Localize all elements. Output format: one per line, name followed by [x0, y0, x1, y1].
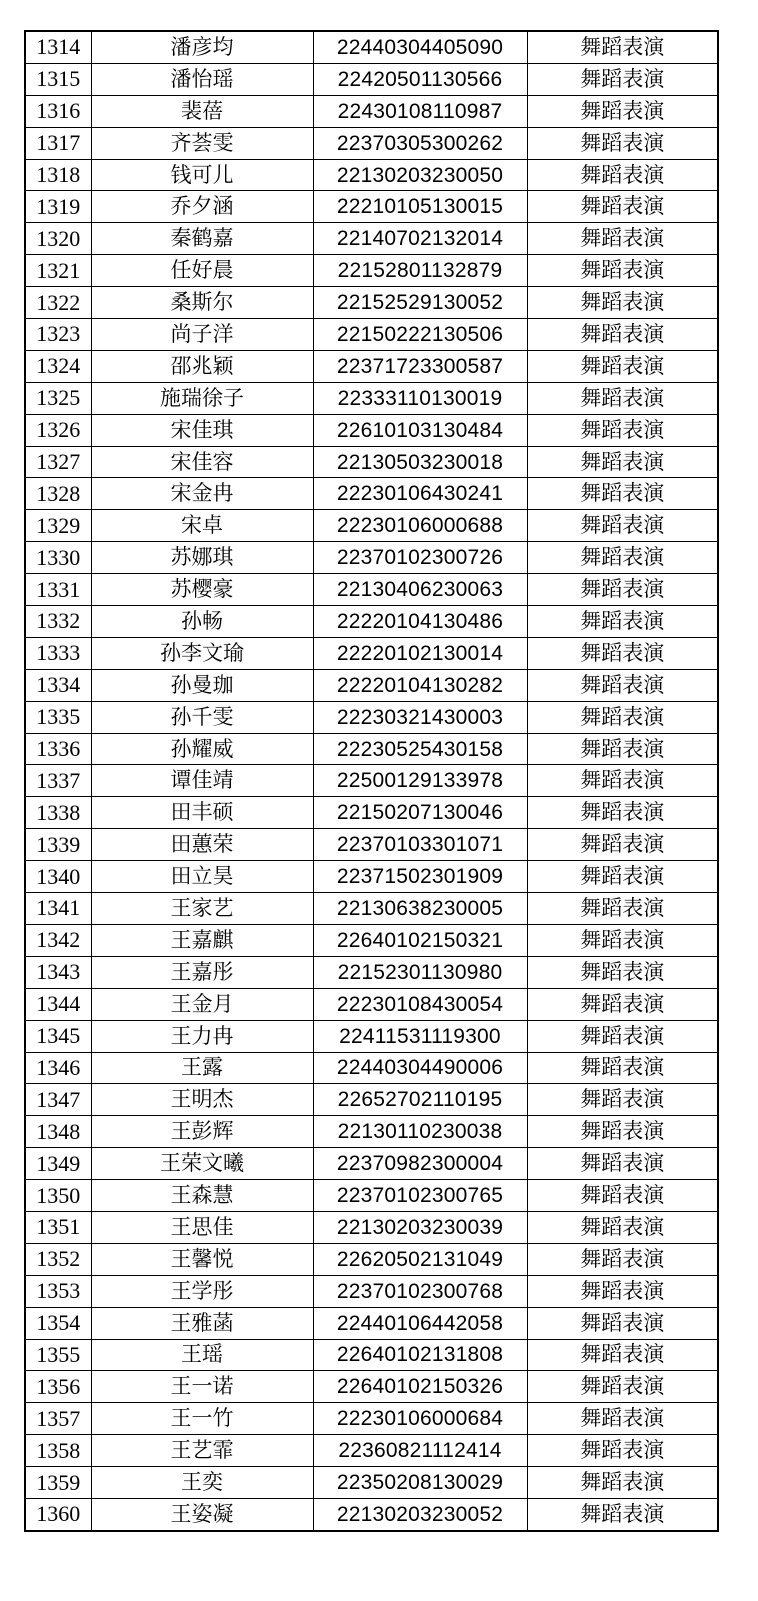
- major-cell: 舞蹈表演: [527, 191, 718, 223]
- exam-id-cell: 22333110130019: [313, 382, 527, 414]
- student-name-cell: 苏娜琪: [91, 542, 313, 574]
- student-name-cell: 孙曼珈: [91, 669, 313, 701]
- exam-id-cell: 22640102150326: [313, 1371, 527, 1403]
- table-row: [25, 350, 718, 382]
- exam-id-cell: 22150222130506: [313, 319, 527, 351]
- major-cell: 舞蹈表演: [527, 510, 718, 542]
- student-name-cell: 王森慧: [91, 1180, 313, 1212]
- student-name-cell: 王一竹: [91, 1403, 313, 1435]
- table-row: [25, 63, 718, 95]
- row-number-cell: 1314: [25, 31, 91, 63]
- student-name-cell: 裴蓓: [91, 95, 313, 127]
- exam-id-cell: 22140702132014: [313, 223, 527, 255]
- major-cell: 舞蹈表演: [527, 1052, 718, 1084]
- table-row: [25, 829, 718, 861]
- table-row: [25, 95, 718, 127]
- major-cell: 舞蹈表演: [527, 1116, 718, 1148]
- major-cell: 舞蹈表演: [527, 988, 718, 1020]
- row-number-cell: 1323: [25, 319, 91, 351]
- major-cell: 舞蹈表演: [527, 223, 718, 255]
- row-number-cell: 1315: [25, 63, 91, 95]
- table-row: [25, 988, 718, 1020]
- exam-id-cell: 22370102300726: [313, 542, 527, 574]
- table-row: [25, 701, 718, 733]
- exam-id-cell: 22230525430158: [313, 733, 527, 765]
- student-name-cell: 宋卓: [91, 510, 313, 542]
- row-number-cell: 1322: [25, 287, 91, 319]
- table-row: [25, 765, 718, 797]
- major-cell: 舞蹈表演: [527, 924, 718, 956]
- student-name-cell: 王家艺: [91, 893, 313, 925]
- student-name-cell: 孙千雯: [91, 701, 313, 733]
- row-number-cell: 1321: [25, 255, 91, 287]
- table-row: [25, 1243, 718, 1275]
- row-number-cell: 1328: [25, 478, 91, 510]
- major-cell: 舞蹈表演: [527, 414, 718, 446]
- exam-id-cell: 22130406230063: [313, 574, 527, 606]
- exam-id-cell: 22150207130046: [313, 797, 527, 829]
- major-cell: 舞蹈表演: [527, 797, 718, 829]
- major-cell: 舞蹈表演: [527, 542, 718, 574]
- student-name-cell: 王力冉: [91, 1020, 313, 1052]
- exam-id-cell: 22220104130486: [313, 606, 527, 638]
- row-number-cell: 1358: [25, 1435, 91, 1467]
- table-row: [25, 446, 718, 478]
- major-cell: 舞蹈表演: [527, 350, 718, 382]
- table-row: [25, 255, 718, 287]
- row-number-cell: 1318: [25, 159, 91, 191]
- row-number-cell: 1319: [25, 191, 91, 223]
- roster-table: [24, 30, 719, 1532]
- major-cell: 舞蹈表演: [527, 1371, 718, 1403]
- row-number-cell: 1353: [25, 1275, 91, 1307]
- row-number-cell: 1350: [25, 1180, 91, 1212]
- major-cell: 舞蹈表演: [527, 1148, 718, 1180]
- student-name-cell: 钱可儿: [91, 159, 313, 191]
- table-row: [25, 669, 718, 701]
- exam-id-cell: 22371723300587: [313, 350, 527, 382]
- exam-id-cell: 22370102300768: [313, 1275, 527, 1307]
- major-cell: 舞蹈表演: [527, 733, 718, 765]
- table-row: [25, 924, 718, 956]
- student-name-cell: 王明杰: [91, 1084, 313, 1116]
- table-row: [25, 1275, 718, 1307]
- table-row: [25, 606, 718, 638]
- table-row: [25, 127, 718, 159]
- exam-id-cell: 22220104130282: [313, 669, 527, 701]
- exam-id-cell: 22371502301909: [313, 861, 527, 893]
- row-number-cell: 1336: [25, 733, 91, 765]
- table-row: [25, 478, 718, 510]
- row-number-cell: 1345: [25, 1020, 91, 1052]
- exam-id-cell: 22350208130029: [313, 1467, 527, 1499]
- row-number-cell: 1342: [25, 924, 91, 956]
- student-name-cell: 田丰硕: [91, 797, 313, 829]
- major-cell: 舞蹈表演: [527, 1020, 718, 1052]
- exam-id-cell: 22230106000688: [313, 510, 527, 542]
- major-cell: 舞蹈表演: [527, 31, 718, 63]
- exam-id-cell: 22130110230038: [313, 1116, 527, 1148]
- major-cell: 舞蹈表演: [527, 606, 718, 638]
- student-name-cell: 谭佳靖: [91, 765, 313, 797]
- student-name-cell: 宋佳琪: [91, 414, 313, 446]
- table-row: [25, 1020, 718, 1052]
- table-row: [25, 1467, 718, 1499]
- student-name-cell: 田蕙荣: [91, 829, 313, 861]
- table-row: [25, 223, 718, 255]
- major-cell: 舞蹈表演: [527, 1435, 718, 1467]
- student-name-cell: 王艺霏: [91, 1435, 313, 1467]
- exam-id-cell: 22230108430054: [313, 988, 527, 1020]
- row-number-cell: 1317: [25, 127, 91, 159]
- student-name-cell: 孙耀威: [91, 733, 313, 765]
- table-row: [25, 861, 718, 893]
- student-name-cell: 田立昊: [91, 861, 313, 893]
- row-number-cell: 1359: [25, 1467, 91, 1499]
- row-number-cell: 1343: [25, 956, 91, 988]
- major-cell: 舞蹈表演: [527, 255, 718, 287]
- exam-id-cell: 22130638230005: [313, 893, 527, 925]
- row-number-cell: 1348: [25, 1116, 91, 1148]
- exam-id-cell: 22370103301071: [313, 829, 527, 861]
- student-name-cell: 王荣文曦: [91, 1148, 313, 1180]
- student-name-cell: 桑斯尔: [91, 287, 313, 319]
- student-name-cell: 王学彤: [91, 1275, 313, 1307]
- major-cell: 舞蹈表演: [527, 574, 718, 606]
- exam-id-cell: 22220102130014: [313, 637, 527, 669]
- exam-id-cell: 22230106000684: [313, 1403, 527, 1435]
- exam-id-cell: 22411531119300: [313, 1020, 527, 1052]
- major-cell: 舞蹈表演: [527, 287, 718, 319]
- row-number-cell: 1316: [25, 95, 91, 127]
- row-number-cell: 1334: [25, 669, 91, 701]
- exam-id-cell: 22130503230018: [313, 446, 527, 478]
- table-row: [25, 797, 718, 829]
- major-cell: 舞蹈表演: [527, 446, 718, 478]
- row-number-cell: 1356: [25, 1371, 91, 1403]
- student-name-cell: 潘彦均: [91, 31, 313, 63]
- student-name-cell: 潘怡瑶: [91, 63, 313, 95]
- student-name-cell: 王金月: [91, 988, 313, 1020]
- student-name-cell: 王奕: [91, 1467, 313, 1499]
- major-cell: 舞蹈表演: [527, 63, 718, 95]
- major-cell: 舞蹈表演: [527, 893, 718, 925]
- major-cell: 舞蹈表演: [527, 1467, 718, 1499]
- major-cell: 舞蹈表演: [527, 1498, 718, 1530]
- table-row: [25, 414, 718, 446]
- major-cell: 舞蹈表演: [527, 1180, 718, 1212]
- table-row: [25, 1084, 718, 1116]
- student-name-cell: 乔夕涵: [91, 191, 313, 223]
- row-number-cell: 1352: [25, 1243, 91, 1275]
- major-cell: 舞蹈表演: [527, 319, 718, 351]
- table-row: [25, 637, 718, 669]
- table-row: [25, 1339, 718, 1371]
- roster-body: [25, 31, 718, 1531]
- major-cell: 舞蹈表演: [527, 765, 718, 797]
- row-number-cell: 1355: [25, 1339, 91, 1371]
- major-cell: 舞蹈表演: [527, 1403, 718, 1435]
- row-number-cell: 1331: [25, 574, 91, 606]
- table-row: [25, 1052, 718, 1084]
- row-number-cell: 1344: [25, 988, 91, 1020]
- student-name-cell: 王思佳: [91, 1211, 313, 1243]
- exam-id-cell: 22430108110987: [313, 95, 527, 127]
- table-row: [25, 319, 718, 351]
- table-row: [25, 542, 718, 574]
- exam-id-cell: 22440304490006: [313, 1052, 527, 1084]
- table-row: [25, 1371, 718, 1403]
- exam-id-cell: 22360821112414: [313, 1435, 527, 1467]
- major-cell: 舞蹈表演: [527, 956, 718, 988]
- major-cell: 舞蹈表演: [527, 1084, 718, 1116]
- major-cell: 舞蹈表演: [527, 637, 718, 669]
- student-name-cell: 王嘉麒: [91, 924, 313, 956]
- row-number-cell: 1340: [25, 861, 91, 893]
- student-name-cell: 施瑞徐子: [91, 382, 313, 414]
- table-row: [25, 1435, 718, 1467]
- major-cell: 舞蹈表演: [527, 861, 718, 893]
- exam-id-cell: 22152301130980: [313, 956, 527, 988]
- student-name-cell: 王彭辉: [91, 1116, 313, 1148]
- major-cell: 舞蹈表演: [527, 382, 718, 414]
- major-cell: 舞蹈表演: [527, 478, 718, 510]
- exam-id-cell: 22152529130052: [313, 287, 527, 319]
- exam-id-cell: 22640102150321: [313, 924, 527, 956]
- major-cell: 舞蹈表演: [527, 159, 718, 191]
- student-name-cell: 孙畅: [91, 606, 313, 638]
- row-number-cell: 1347: [25, 1084, 91, 1116]
- table-row: [25, 1307, 718, 1339]
- exam-id-cell: 22370305300262: [313, 127, 527, 159]
- exam-id-cell: 22440106442058: [313, 1307, 527, 1339]
- student-name-cell: 孙李文瑜: [91, 637, 313, 669]
- row-number-cell: 1349: [25, 1148, 91, 1180]
- table-row: [25, 382, 718, 414]
- exam-id-cell: 22130203230039: [313, 1211, 527, 1243]
- exam-id-cell: 22420501130566: [313, 63, 527, 95]
- major-cell: 舞蹈表演: [527, 1339, 718, 1371]
- exam-id-cell: 22620502131049: [313, 1243, 527, 1275]
- exam-id-cell: 22230106430241: [313, 478, 527, 510]
- exam-id-cell: 22370102300765: [313, 1180, 527, 1212]
- exam-id-cell: 22652702110195: [313, 1084, 527, 1116]
- student-name-cell: 尚子洋: [91, 319, 313, 351]
- exam-id-cell: 22500129133978: [313, 765, 527, 797]
- student-name-cell: 王姿凝: [91, 1498, 313, 1530]
- major-cell: 舞蹈表演: [527, 127, 718, 159]
- student-name-cell: 王瑶: [91, 1339, 313, 1371]
- exam-id-cell: 22640102131808: [313, 1339, 527, 1371]
- student-name-cell: 王雅菡: [91, 1307, 313, 1339]
- exam-id-cell: 22210105130015: [313, 191, 527, 223]
- student-name-cell: 宋佳容: [91, 446, 313, 478]
- student-name-cell: 王嘉彤: [91, 956, 313, 988]
- row-number-cell: 1351: [25, 1211, 91, 1243]
- row-number-cell: 1330: [25, 542, 91, 574]
- table-row: [25, 510, 718, 542]
- table-row: [25, 1116, 718, 1148]
- table-row: [25, 956, 718, 988]
- table-row: [25, 893, 718, 925]
- student-name-cell: 王一诺: [91, 1371, 313, 1403]
- table-row: [25, 1148, 718, 1180]
- row-number-cell: 1341: [25, 893, 91, 925]
- row-number-cell: 1354: [25, 1307, 91, 1339]
- major-cell: 舞蹈表演: [527, 1307, 718, 1339]
- major-cell: 舞蹈表演: [527, 701, 718, 733]
- table-row: [25, 31, 718, 63]
- exam-id-cell: 22610103130484: [313, 414, 527, 446]
- exam-id-cell: 22130203230052: [313, 1498, 527, 1530]
- student-name-cell: 秦鹤嘉: [91, 223, 313, 255]
- table-row: [25, 574, 718, 606]
- exam-id-cell: 22130203230050: [313, 159, 527, 191]
- student-name-cell: 邵兆颖: [91, 350, 313, 382]
- major-cell: 舞蹈表演: [527, 669, 718, 701]
- row-number-cell: 1325: [25, 382, 91, 414]
- major-cell: 舞蹈表演: [527, 95, 718, 127]
- row-number-cell: 1329: [25, 510, 91, 542]
- student-name-cell: 王馨悦: [91, 1243, 313, 1275]
- row-number-cell: 1337: [25, 765, 91, 797]
- major-cell: 舞蹈表演: [527, 1243, 718, 1275]
- exam-id-cell: 22152801132879: [313, 255, 527, 287]
- table-row: [25, 1211, 718, 1243]
- row-number-cell: 1327: [25, 446, 91, 478]
- exam-id-cell: 22440304405090: [313, 31, 527, 63]
- student-name-cell: 宋金冉: [91, 478, 313, 510]
- table-row: [25, 1180, 718, 1212]
- table-row: [25, 159, 718, 191]
- table-row: [25, 191, 718, 223]
- row-number-cell: 1346: [25, 1052, 91, 1084]
- table-row: [25, 1498, 718, 1530]
- row-number-cell: 1360: [25, 1498, 91, 1530]
- row-number-cell: 1320: [25, 223, 91, 255]
- exam-id-cell: 22370982300004: [313, 1148, 527, 1180]
- row-number-cell: 1335: [25, 701, 91, 733]
- row-number-cell: 1338: [25, 797, 91, 829]
- row-number-cell: 1324: [25, 350, 91, 382]
- student-name-cell: 王露: [91, 1052, 313, 1084]
- row-number-cell: 1339: [25, 829, 91, 861]
- major-cell: 舞蹈表演: [527, 1275, 718, 1307]
- student-name-cell: 齐荟雯: [91, 127, 313, 159]
- table-row: [25, 733, 718, 765]
- row-number-cell: 1333: [25, 637, 91, 669]
- row-number-cell: 1326: [25, 414, 91, 446]
- row-number-cell: 1357: [25, 1403, 91, 1435]
- student-name-cell: 苏樱豪: [91, 574, 313, 606]
- student-name-cell: 任好晨: [91, 255, 313, 287]
- table-row: [25, 287, 718, 319]
- exam-id-cell: 22230321430003: [313, 701, 527, 733]
- row-number-cell: 1332: [25, 606, 91, 638]
- major-cell: 舞蹈表演: [527, 1211, 718, 1243]
- table-row: [25, 1403, 718, 1435]
- major-cell: 舞蹈表演: [527, 829, 718, 861]
